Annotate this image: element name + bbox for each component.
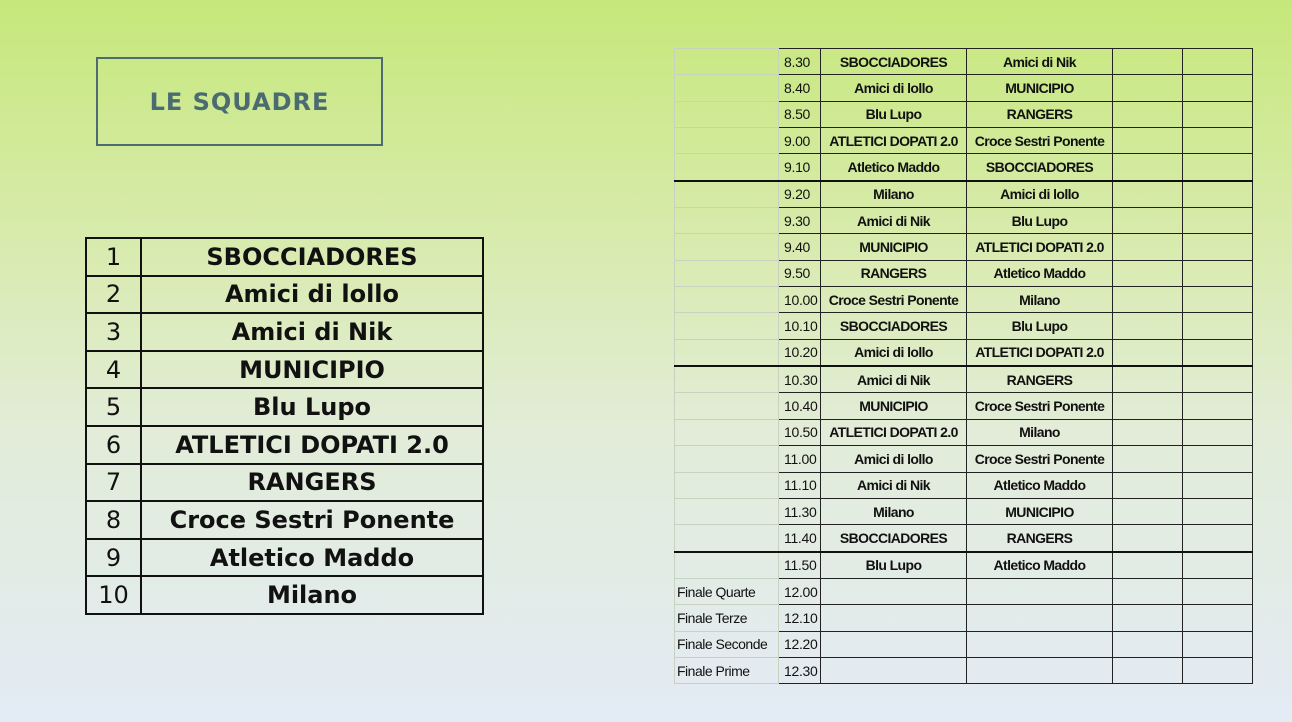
match-time: 12.00 <box>779 578 821 604</box>
home-team: ATLETICI DOPATI 2.0 <box>821 128 967 154</box>
team-number: 5 <box>86 388 141 426</box>
schedule-row <box>675 552 1253 579</box>
team-name: Milano <box>141 576 483 614</box>
score-cell-1 <box>1113 498 1183 524</box>
schedule-row <box>675 287 1253 313</box>
team-row <box>86 576 483 614</box>
match-time: 9.20 <box>779 181 821 208</box>
score-cell-1 <box>1113 260 1183 286</box>
schedule-row <box>675 525 1253 552</box>
home-team: MUNICIPIO <box>821 393 967 419</box>
schedule-row <box>675 631 1253 657</box>
team-number: 1 <box>86 238 141 276</box>
schedule-row <box>675 128 1253 154</box>
away-team: MUNICIPIO <box>967 75 1113 101</box>
score-cell-2 <box>1183 525 1253 552</box>
score-cell-2 <box>1183 49 1253 75</box>
home-team: Atletico Maddo <box>821 154 967 181</box>
home-team: Milano <box>821 181 967 208</box>
score-cell-2 <box>1183 208 1253 234</box>
away-team: Blu Lupo <box>967 208 1113 234</box>
match-time: 11.50 <box>779 552 821 579</box>
away-team: Croce Sestri Ponente <box>967 128 1113 154</box>
round-label <box>675 313 779 339</box>
away-team: ATLETICI DOPATI 2.0 <box>967 339 1113 366</box>
score-cell-2 <box>1183 234 1253 260</box>
schedule-row <box>675 101 1253 127</box>
schedule-table <box>674 48 1253 684</box>
away-team: Amici di Nik <box>967 49 1113 75</box>
home-team: SBOCCIADORES <box>821 49 967 75</box>
round-label: Finale Quarte <box>675 578 779 604</box>
away-team <box>967 631 1113 657</box>
team-row <box>86 464 483 502</box>
schedule-row <box>675 419 1253 445</box>
team-number: 2 <box>86 276 141 314</box>
match-time: 9.30 <box>779 208 821 234</box>
score-cell-2 <box>1183 578 1253 604</box>
home-team <box>821 657 967 683</box>
match-time: 10.50 <box>779 419 821 445</box>
round-label <box>675 181 779 208</box>
home-team: Amici di Nik <box>821 208 967 234</box>
match-time: 10.00 <box>779 287 821 313</box>
round-label <box>675 498 779 524</box>
score-cell-1 <box>1113 181 1183 208</box>
match-time: 12.20 <box>779 631 821 657</box>
round-label <box>675 154 779 181</box>
round-label <box>675 101 779 127</box>
team-number: 8 <box>86 501 141 539</box>
round-label <box>675 552 779 579</box>
score-cell-1 <box>1113 657 1183 683</box>
match-time: 8.40 <box>779 75 821 101</box>
match-time: 10.40 <box>779 393 821 419</box>
score-cell-2 <box>1183 101 1253 127</box>
away-team: Amici di lollo <box>967 181 1113 208</box>
score-cell-2 <box>1183 287 1253 313</box>
home-team: Amici di lollo <box>821 339 967 366</box>
round-label <box>675 472 779 498</box>
schedule-row <box>675 498 1253 524</box>
team-number: 6 <box>86 426 141 464</box>
score-cell-2 <box>1183 631 1253 657</box>
team-row <box>86 539 483 577</box>
match-time: 11.40 <box>779 525 821 552</box>
schedule-row <box>675 339 1253 366</box>
score-cell-2 <box>1183 128 1253 154</box>
schedule-row <box>675 49 1253 75</box>
away-team: RANGERS <box>967 525 1113 552</box>
round-label <box>675 75 779 101</box>
home-team: Amici di lollo <box>821 446 967 472</box>
team-row <box>86 276 483 314</box>
round-label <box>675 393 779 419</box>
round-label <box>675 208 779 234</box>
match-time: 8.50 <box>779 101 821 127</box>
team-name: Amici di Nik <box>141 313 483 351</box>
match-time: 10.20 <box>779 339 821 366</box>
score-cell-1 <box>1113 393 1183 419</box>
page-title: LE SQUADRE <box>149 87 330 116</box>
score-cell-2 <box>1183 605 1253 631</box>
round-label: Finale Seconde <box>675 631 779 657</box>
teams-table <box>85 237 484 615</box>
score-cell-2 <box>1183 260 1253 286</box>
score-cell-2 <box>1183 498 1253 524</box>
score-cell-1 <box>1113 49 1183 75</box>
home-team: MUNICIPIO <box>821 234 967 260</box>
round-label <box>675 234 779 260</box>
team-number: 3 <box>86 313 141 351</box>
team-name: Amici di lollo <box>141 276 483 314</box>
schedule-row <box>675 366 1253 393</box>
team-row <box>86 426 483 464</box>
match-time: 9.10 <box>779 154 821 181</box>
home-team <box>821 631 967 657</box>
away-team: RANGERS <box>967 366 1113 393</box>
away-team: Croce Sestri Ponente <box>967 393 1113 419</box>
score-cell-1 <box>1113 339 1183 366</box>
round-label <box>675 49 779 75</box>
score-cell-1 <box>1113 101 1183 127</box>
home-team: Milano <box>821 498 967 524</box>
schedule-row <box>675 208 1253 234</box>
round-label <box>675 339 779 366</box>
team-name: SBOCCIADORES <box>141 238 483 276</box>
score-cell-2 <box>1183 154 1253 181</box>
score-cell-1 <box>1113 234 1183 260</box>
schedule-row <box>675 260 1253 286</box>
home-team: Amici di Nik <box>821 472 967 498</box>
team-name: Blu Lupo <box>141 388 483 426</box>
score-cell-1 <box>1113 525 1183 552</box>
score-cell-1 <box>1113 208 1183 234</box>
match-time: 9.00 <box>779 128 821 154</box>
match-time: 11.10 <box>779 472 821 498</box>
schedule-row <box>675 605 1253 631</box>
score-cell-1 <box>1113 154 1183 181</box>
schedule-row <box>675 313 1253 339</box>
home-team: SBOCCIADORES <box>821 313 967 339</box>
team-number: 4 <box>86 351 141 389</box>
score-cell-1 <box>1113 366 1183 393</box>
score-cell-2 <box>1183 366 1253 393</box>
score-cell-1 <box>1113 631 1183 657</box>
score-cell-1 <box>1113 313 1183 339</box>
away-team: Milano <box>967 419 1113 445</box>
schedule-row <box>675 154 1253 181</box>
away-team: Atletico Maddo <box>967 260 1113 286</box>
team-row <box>86 501 483 539</box>
round-label <box>675 525 779 552</box>
away-team <box>967 578 1113 604</box>
match-time: 8.30 <box>779 49 821 75</box>
home-team: ATLETICI DOPATI 2.0 <box>821 419 967 445</box>
home-team: RANGERS <box>821 260 967 286</box>
away-team <box>967 605 1113 631</box>
away-team: MUNICIPIO <box>967 498 1113 524</box>
team-number: 10 <box>86 576 141 614</box>
round-label <box>675 419 779 445</box>
match-time: 11.00 <box>779 446 821 472</box>
away-team: Croce Sestri Ponente <box>967 446 1113 472</box>
score-cell-1 <box>1113 75 1183 101</box>
schedule-row <box>675 446 1253 472</box>
match-time: 12.10 <box>779 605 821 631</box>
score-cell-1 <box>1113 578 1183 604</box>
score-cell-2 <box>1183 339 1253 366</box>
away-team: SBOCCIADORES <box>967 154 1113 181</box>
schedule-row <box>675 472 1253 498</box>
score-cell-1 <box>1113 605 1183 631</box>
home-team: Amici di Nik <box>821 366 967 393</box>
match-time: 11.30 <box>779 498 821 524</box>
schedule-row <box>675 657 1253 683</box>
match-time: 9.40 <box>779 234 821 260</box>
schedule-row <box>675 578 1253 604</box>
home-team: Blu Lupo <box>821 101 967 127</box>
match-time: 12.30 <box>779 657 821 683</box>
team-name: MUNICIPIO <box>141 351 483 389</box>
round-label: Finale Terze <box>675 605 779 631</box>
team-name: Croce Sestri Ponente <box>141 501 483 539</box>
score-cell-2 <box>1183 419 1253 445</box>
home-team: Croce Sestri Ponente <box>821 287 967 313</box>
away-team: ATLETICI DOPATI 2.0 <box>967 234 1113 260</box>
team-row <box>86 238 483 276</box>
round-label <box>675 128 779 154</box>
away-team: Blu Lupo <box>967 313 1113 339</box>
title-box <box>96 57 383 146</box>
score-cell-2 <box>1183 552 1253 579</box>
round-label <box>675 287 779 313</box>
round-label <box>675 366 779 393</box>
score-cell-2 <box>1183 393 1253 419</box>
score-cell-2 <box>1183 181 1253 208</box>
schedule-row <box>675 234 1253 260</box>
away-team: Atletico Maddo <box>967 552 1113 579</box>
home-team <box>821 578 967 604</box>
team-number: 7 <box>86 464 141 502</box>
team-row <box>86 351 483 389</box>
home-team: Amici di lollo <box>821 75 967 101</box>
team-row <box>86 313 483 351</box>
score-cell-2 <box>1183 657 1253 683</box>
score-cell-2 <box>1183 313 1253 339</box>
score-cell-1 <box>1113 128 1183 154</box>
score-cell-1 <box>1113 419 1183 445</box>
team-row <box>86 388 483 426</box>
home-team: Blu Lupo <box>821 552 967 579</box>
schedule-row <box>675 75 1253 101</box>
match-time: 10.10 <box>779 313 821 339</box>
away-team <box>967 657 1113 683</box>
score-cell-1 <box>1113 446 1183 472</box>
team-name: Atletico Maddo <box>141 539 483 577</box>
score-cell-1 <box>1113 287 1183 313</box>
away-team: RANGERS <box>967 101 1113 127</box>
schedule-row <box>675 393 1253 419</box>
round-label: Finale Prime <box>675 657 779 683</box>
score-cell-2 <box>1183 75 1253 101</box>
match-time: 10.30 <box>779 366 821 393</box>
team-name: ATLETICI DOPATI 2.0 <box>141 426 483 464</box>
round-label <box>675 260 779 286</box>
score-cell-1 <box>1113 552 1183 579</box>
home-team <box>821 605 967 631</box>
score-cell-1 <box>1113 472 1183 498</box>
schedule-row <box>675 181 1253 208</box>
score-cell-2 <box>1183 446 1253 472</box>
score-cell-2 <box>1183 472 1253 498</box>
match-time: 9.50 <box>779 260 821 286</box>
away-team: Atletico Maddo <box>967 472 1113 498</box>
round-label <box>675 446 779 472</box>
team-name: RANGERS <box>141 464 483 502</box>
away-team: Milano <box>967 287 1113 313</box>
team-number: 9 <box>86 539 141 577</box>
home-team: SBOCCIADORES <box>821 525 967 552</box>
